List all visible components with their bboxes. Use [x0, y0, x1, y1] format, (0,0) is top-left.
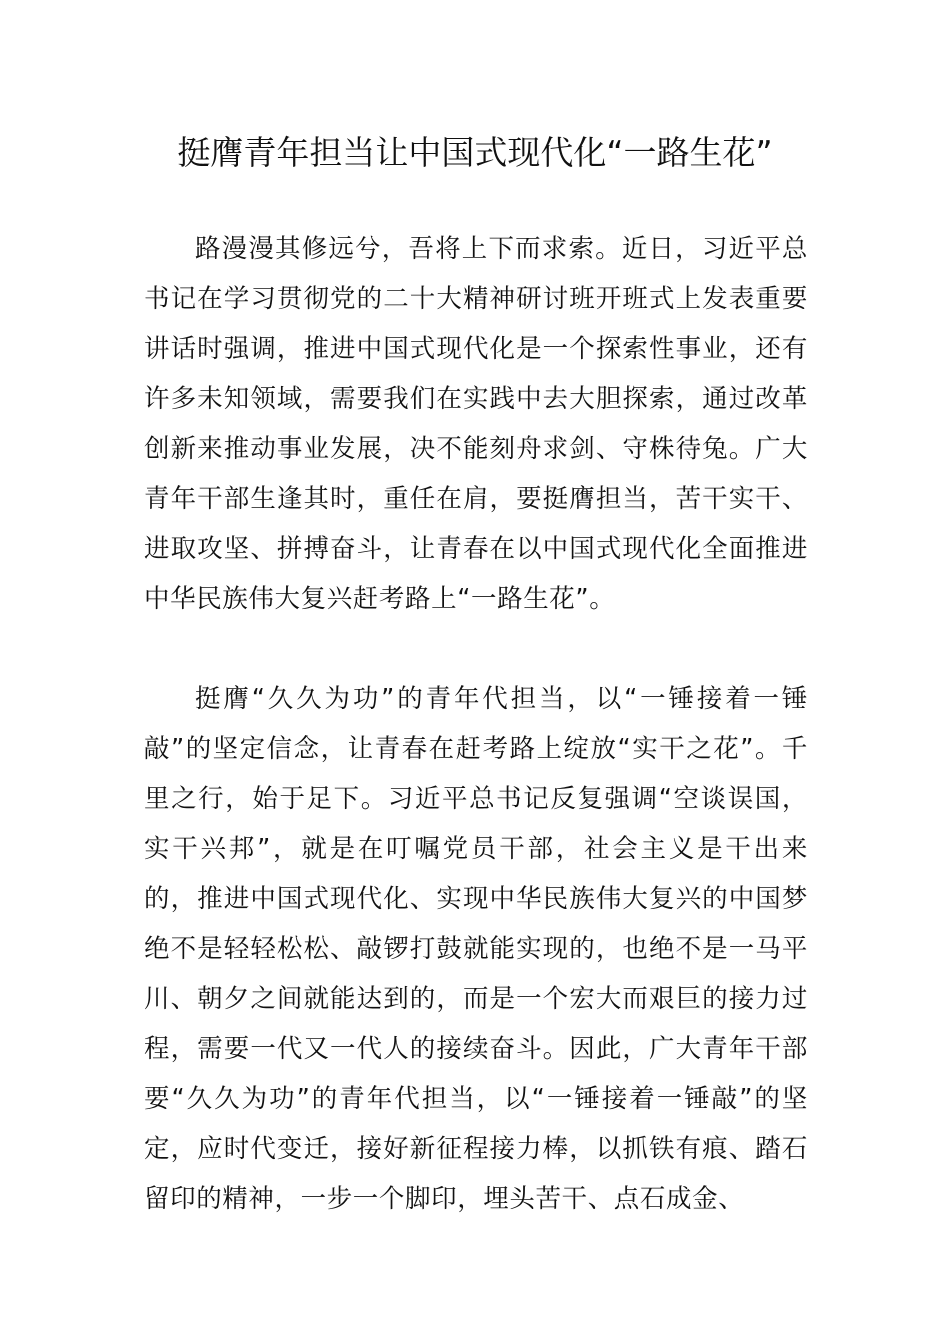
paragraph-1: 路漫漫其修远兮，吾将上下而求索。近日，习近平总书记在学习贯彻党的二十大精神研讨班开班式上发表重要讲话时强调，推进中国式现代化是一个探索性事业，还有许多未知领域，需要我们在实践中去大胆探索，通过改革创新来推动事业发展，决不能刻舟求剑、守株待兔。广大青年干部生逢其时，重任在肩，要挺膺担当，苦干实干、进取攻坚、拼搏奋斗，让青春在以中国式现代化全面推进中华民族伟大复兴赶考路上“一路生花”。 — [144, 234, 808, 614]
paragraph-2: 挺膺“久久为功”的青年代担当，以“一锤接着一锤敲”的坚定信念，让青春在赶考路上绽放“实干之花”。千里之行，始于足下。习近平总书记反复强调“空谈误国，实干兴邦”，就是在叮嘱党员干部，社会主义是干出来的，推进中国式现代化、实现中华民族伟大复兴的中国梦绝不是轻轻松松、敲锣打鼓就能实现的，也绝不是一马平川、朝夕之间就能达到的，而是一个宏大而艰巨的接力过程，需要一代又一代人的接续奋斗。因此，广大青年干部要“久久为功”的青年代担当，以“一锤接着一锤敲”的坚定，应时代变迁，接好新征程接力棒，以抓铁有痕、踏石留印的精神，一步一个脚印，埋头苦干、点石成金、 — [144, 684, 808, 1214]
document-title: 挺膺青年担当让中国式现代化“一路生花” — [177, 133, 773, 172]
